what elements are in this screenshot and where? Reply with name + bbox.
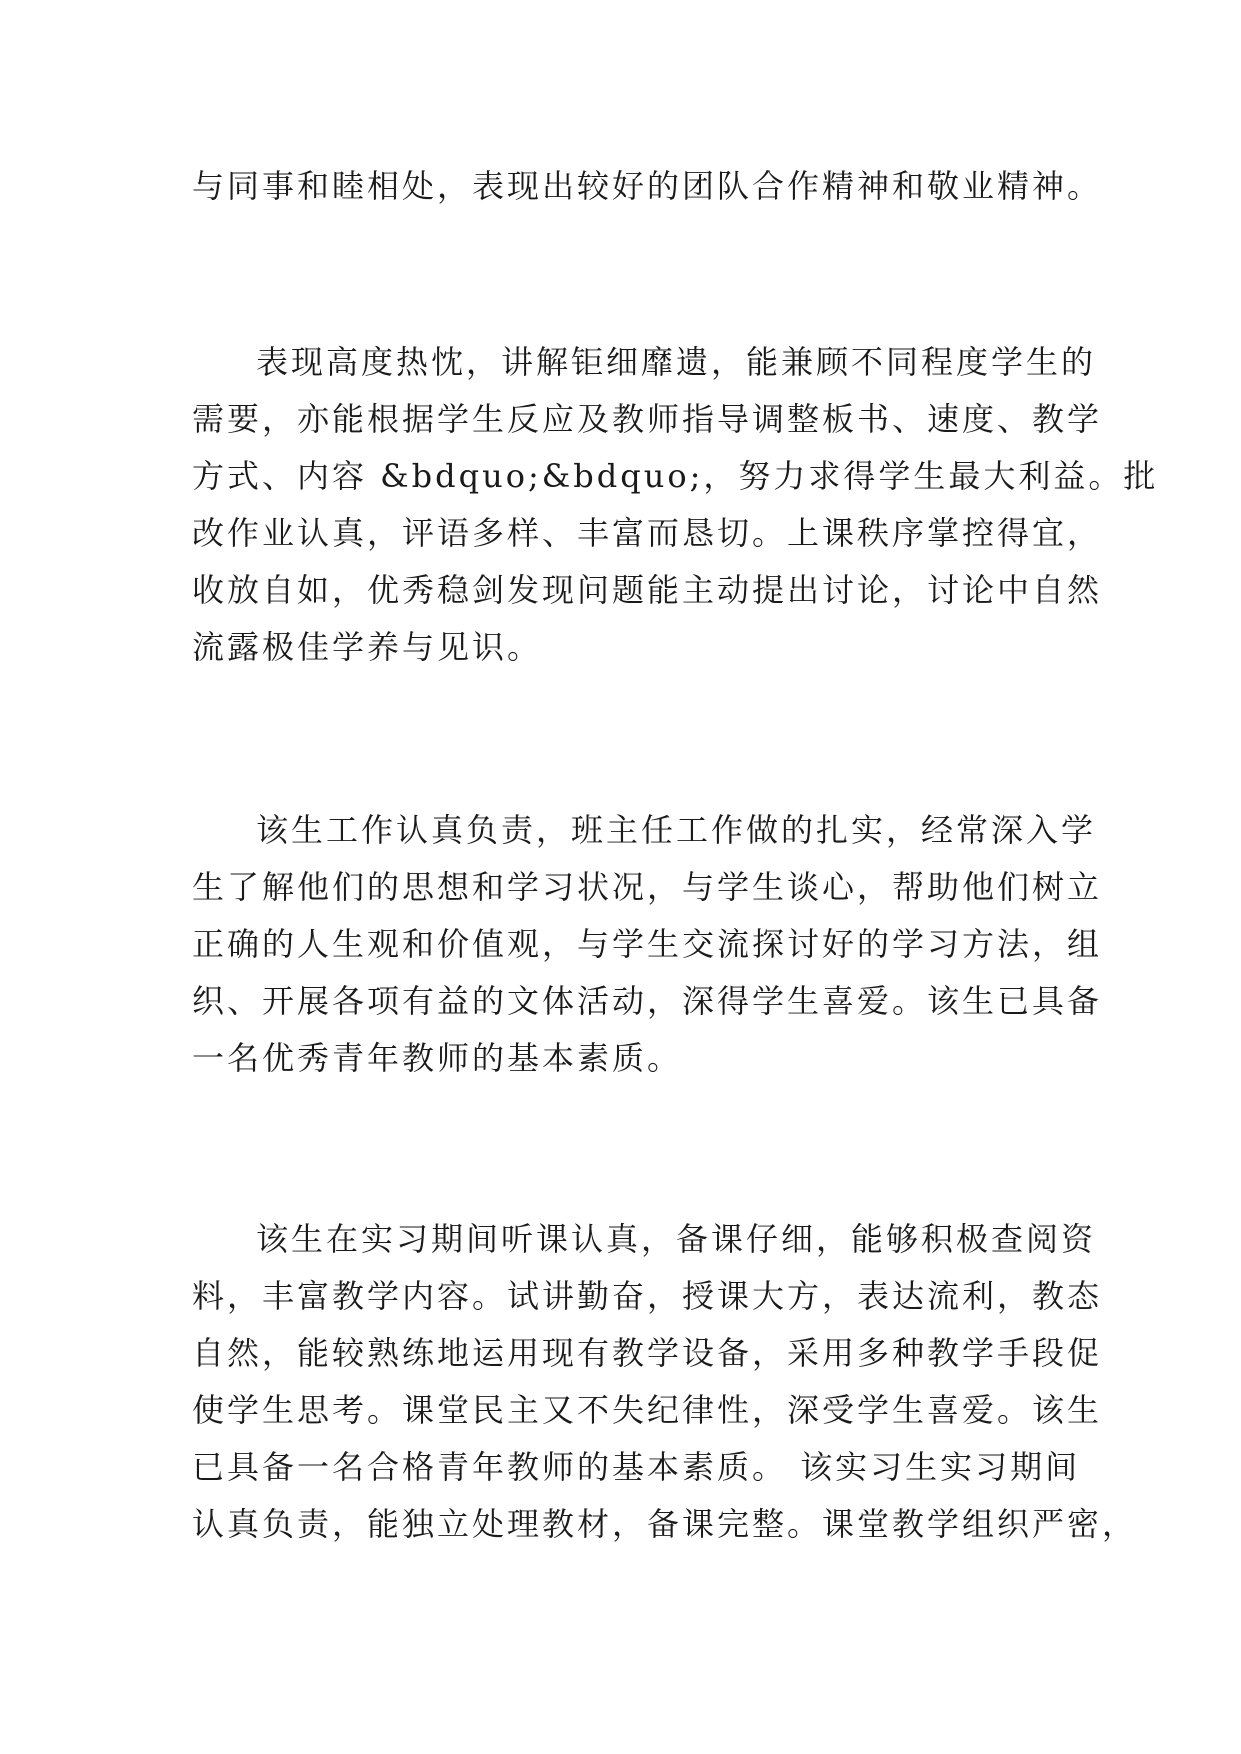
text-line: 表现高度热忱，讲解钜细靡遗，能兼顾不同程度学生的 bbox=[256, 343, 1097, 381]
text-line: 认真负责，能独立处理教材，备课完整。课堂教学组织严密， bbox=[192, 1505, 1138, 1543]
paragraph-internship-evaluation bbox=[192, 1211, 1138, 1553]
text-line: 一名优秀青年教师的基本素质。 bbox=[192, 1039, 683, 1077]
text-line: 生了解他们的思想和学习状况，与学生谈心，帮助他们树立 bbox=[192, 868, 1103, 906]
text-line: 收放自如，优秀稳剑发现问题能主动提出讨论，讨论中自然 bbox=[192, 571, 1103, 609]
text-line: 改作业认真，评语多样、丰富而恳切。上课秩序掌控得宜， bbox=[192, 514, 1103, 552]
text-line: 方式、内容 &bdquo;&bdquo;，努力求得学生最大利益。批 bbox=[192, 457, 1159, 495]
paragraph-teaching-enthusiasm bbox=[192, 334, 1159, 676]
paragraph-teamwork bbox=[192, 158, 1103, 215]
text-line: 需要，亦能根据学生反应及教师指导调整板书、速度、教学 bbox=[192, 400, 1103, 438]
text-line: 织、开展各项有益的文体活动，深得学生喜爱。该生已具备 bbox=[192, 982, 1103, 1020]
paragraph-class-teacher-work bbox=[192, 802, 1103, 1087]
text-line: 正确的人生观和价值观，与学生交流探讨好的学习方法，组 bbox=[192, 925, 1103, 963]
text-line: 已具备一名合格青年教师的基本素质。 该实习生实习期间 bbox=[192, 1448, 1081, 1486]
text-line: 使学生思考。课堂民主又不失纪律性，深受学生喜爱。该生 bbox=[192, 1391, 1103, 1429]
text-line: 与同事和睦相处，表现出较好的团队合作精神和敬业精神。 bbox=[192, 167, 1103, 205]
text-line: 自然，能较熟练地运用现有教学设备，采用多种教学手段促 bbox=[192, 1334, 1103, 1372]
text-line: 该生在实习期间听课认真，备课仔细，能够积极查阅资 bbox=[256, 1220, 1097, 1258]
text-line: 料，丰富教学内容。试讲勤奋，授课大方，表达流利，教态 bbox=[192, 1277, 1103, 1315]
text-line: 流露极佳学养与见识。 bbox=[192, 628, 543, 666]
text-line: 该生工作认真负责，班主任工作做的扎实，经常深入学 bbox=[256, 811, 1097, 849]
